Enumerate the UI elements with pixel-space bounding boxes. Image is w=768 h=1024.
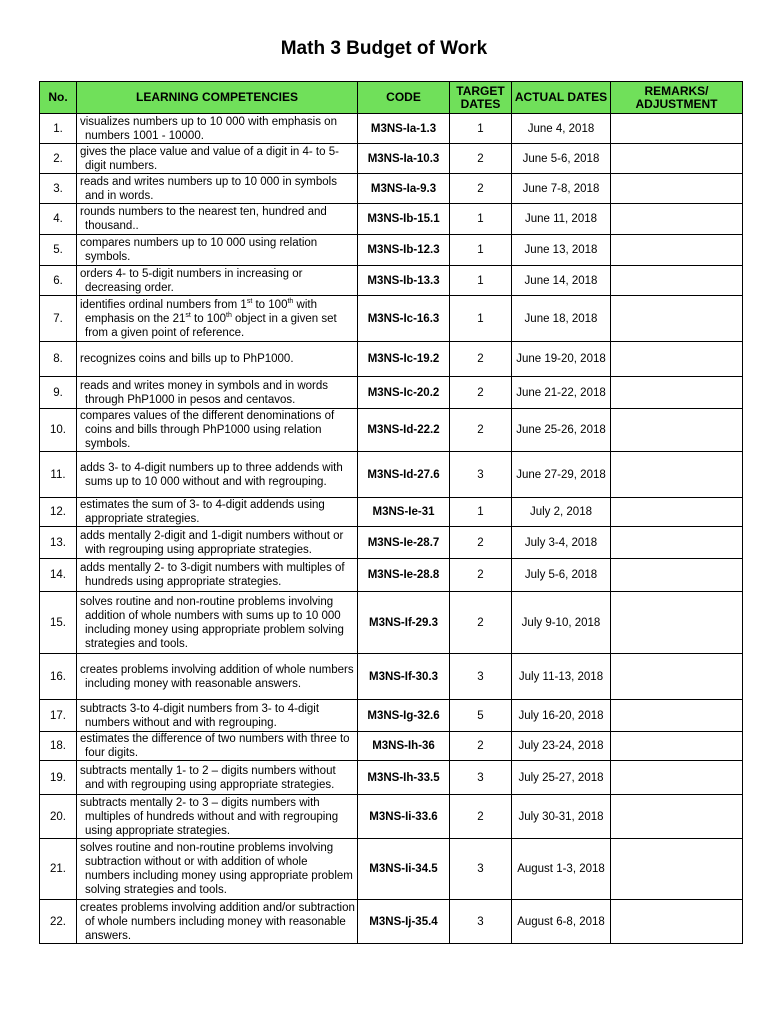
competency-cell xyxy=(77,900,358,944)
competency-text: adds 3- to 4-digit numbers up to three addends with sums up to 10 000 without and with regrouping. xyxy=(80,461,343,488)
header-no: No. xyxy=(40,82,77,114)
table-row xyxy=(40,761,743,795)
code-cell: M3NS-Ii-34.5 xyxy=(358,839,450,900)
remarks-cell xyxy=(611,795,743,839)
table-row xyxy=(40,204,743,235)
code-cell: M3NS-Ih-36 xyxy=(358,732,450,761)
remarks-cell xyxy=(611,342,743,377)
actual-dates-cell: July 3-4, 2018 xyxy=(512,527,611,559)
competency-text: identifies ordinal numbers from 1st to 100th with emphasis on the 21st to 100th object in a given set from a given point of reference. xyxy=(80,297,337,339)
competency-text: reads and writes numbers up to 10 000 in symbols and in words. xyxy=(80,175,337,202)
competency-cell xyxy=(77,114,358,144)
competency-cell xyxy=(77,592,358,654)
target-dates-cell: 2 xyxy=(450,144,512,174)
competency-cell xyxy=(77,654,358,700)
row-number: 3. xyxy=(40,174,77,204)
table-row xyxy=(40,795,743,839)
remarks-cell xyxy=(611,900,743,944)
target-dates-cell: 1 xyxy=(450,498,512,527)
actual-dates-cell: July 2, 2018 xyxy=(512,498,611,527)
row-number: 1. xyxy=(40,114,77,144)
row-number: 7. xyxy=(40,296,77,342)
actual-dates-cell: July 30-31, 2018 xyxy=(512,795,611,839)
table-row xyxy=(40,266,743,296)
row-number: 18. xyxy=(40,732,77,761)
target-dates-cell: 2 xyxy=(450,795,512,839)
row-number: 14. xyxy=(40,559,77,592)
remarks-cell xyxy=(611,266,743,296)
competency-cell xyxy=(77,498,358,527)
competency-cell xyxy=(77,839,358,900)
target-dates-cell: 3 xyxy=(450,654,512,700)
competency-text: estimates the difference of two numbers with three to four digits. xyxy=(80,733,350,759)
competency-cell xyxy=(77,527,358,559)
table-row xyxy=(40,377,743,409)
remarks-cell xyxy=(611,144,743,174)
competency-cell xyxy=(77,795,358,839)
code-cell: M3NS-Ia-10.3 xyxy=(358,144,450,174)
target-dates-cell: 1 xyxy=(450,266,512,296)
remarks-cell xyxy=(611,409,743,452)
target-dates-cell: 2 xyxy=(450,342,512,377)
target-dates-cell: 2 xyxy=(450,409,512,452)
table-row xyxy=(40,592,743,654)
remarks-cell xyxy=(611,732,743,761)
actual-dates-cell: June 18, 2018 xyxy=(512,296,611,342)
header-remarks: REMARKS/ ADJUSTMENT xyxy=(611,82,743,114)
code-cell: M3NS-Ic-20.2 xyxy=(358,377,450,409)
competency-text: solves routine and non-routine problems involving addition of whole numbers with sums up to 10 000 including money using appropriate problem solving strategies and tools. xyxy=(80,595,344,650)
target-dates-cell: 3 xyxy=(450,900,512,944)
row-number: 9. xyxy=(40,377,77,409)
competency-cell xyxy=(77,452,358,498)
competency-cell xyxy=(77,266,358,296)
remarks-cell xyxy=(611,761,743,795)
actual-dates-cell: June 4, 2018 xyxy=(512,114,611,144)
target-dates-cell: 2 xyxy=(450,559,512,592)
header-row xyxy=(40,82,743,114)
remarks-cell xyxy=(611,559,743,592)
competency-text: recognizes coins and bills up to PhP1000. xyxy=(80,353,294,365)
actual-dates-cell: July 9-10, 2018 xyxy=(512,592,611,654)
competency-cell xyxy=(77,559,358,592)
target-dates-cell: 1 xyxy=(450,235,512,266)
code-cell: M3NS-Ih-33.5 xyxy=(358,761,450,795)
code-cell: M3NS-Id-27.6 xyxy=(358,452,450,498)
remarks-cell xyxy=(611,204,743,235)
competency-cell xyxy=(77,204,358,235)
actual-dates-cell: July 16-20, 2018 xyxy=(512,700,611,732)
competency-cell xyxy=(77,700,358,732)
actual-dates-cell: August 6-8, 2018 xyxy=(512,900,611,944)
target-dates-cell: 1 xyxy=(450,296,512,342)
code-cell: M3NS-Ia-1.3 xyxy=(358,114,450,144)
competency-cell xyxy=(77,144,358,174)
code-cell: M3NS-Ib-15.1 xyxy=(358,204,450,235)
table-row xyxy=(40,452,743,498)
remarks-cell xyxy=(611,527,743,559)
target-dates-cell: 2 xyxy=(450,174,512,204)
actual-dates-cell: July 25-27, 2018 xyxy=(512,761,611,795)
code-cell: M3NS-Id-22.2 xyxy=(358,409,450,452)
actual-dates-cell: June 11, 2018 xyxy=(512,204,611,235)
row-number: 2. xyxy=(40,144,77,174)
row-number: 10. xyxy=(40,409,77,452)
table-row xyxy=(40,700,743,732)
target-dates-cell: 2 xyxy=(450,592,512,654)
competency-text: adds mentally 2- to 3-digit numbers with multiples of hundreds using appropriate strategies. xyxy=(80,562,345,588)
header-code: CODE xyxy=(358,82,450,114)
actual-dates-cell: August 1-3, 2018 xyxy=(512,839,611,900)
actual-dates-cell: June 21-22, 2018 xyxy=(512,377,611,409)
competency-text: solves routine and non-routine problems involving subtraction without or with addition of whole numbers including money using appropriate problem solving strategies and tools. xyxy=(80,842,353,896)
code-cell: M3NS-Ic-16.3 xyxy=(358,296,450,342)
row-number: 4. xyxy=(40,204,77,235)
competency-text: gives the place value and value of a digit in 4- to 5-digit numbers. xyxy=(80,145,339,172)
competency-cell xyxy=(77,296,358,342)
code-cell: M3NS-Ie-31 xyxy=(358,498,450,527)
row-number: 6. xyxy=(40,266,77,296)
actual-dates-cell: July 5-6, 2018 xyxy=(512,559,611,592)
target-dates-cell: 3 xyxy=(450,839,512,900)
table-row xyxy=(40,174,743,204)
target-dates-cell: 5 xyxy=(450,700,512,732)
table-row xyxy=(40,527,743,559)
competency-text: subtracts 3-to 4-digit numbers from 3- to 4-digit numbers without and with regrouping. xyxy=(80,702,320,729)
competency-text: creates problems involving addition of whole numbers including money with reasonable answers. xyxy=(80,663,354,690)
actual-dates-cell: June 13, 2018 xyxy=(512,235,611,266)
row-number: 21. xyxy=(40,839,77,900)
competency-text: estimates the sum of 3- to 4-digit addends using appropriate strategies. xyxy=(80,499,325,525)
row-number: 15. xyxy=(40,592,77,654)
code-cell: M3NS-Ie-28.7 xyxy=(358,527,450,559)
competency-text: reads and writes money in symbols and in words through PhP1000 in pesos and centavos. xyxy=(80,379,329,406)
table-row xyxy=(40,144,743,174)
table-row xyxy=(40,839,743,900)
table-row xyxy=(40,114,743,144)
code-cell: M3NS-Ii-33.6 xyxy=(358,795,450,839)
table-row xyxy=(40,654,743,700)
actual-dates-cell: June 19-20, 2018 xyxy=(512,342,611,377)
target-dates-cell: 2 xyxy=(450,732,512,761)
row-number: 12. xyxy=(40,498,77,527)
competency-text: compares numbers up to 10 000 using relation symbols. xyxy=(80,237,318,263)
target-dates-cell: 3 xyxy=(450,452,512,498)
code-cell: M3NS-Ig-32.6 xyxy=(358,700,450,732)
header-actual-dates: ACTUAL DATES xyxy=(512,82,611,114)
competency-text: visualizes numbers up to 10 000 with emphasis on numbers 1001 - 10000. xyxy=(80,115,337,142)
actual-dates-cell: June 25-26, 2018 xyxy=(512,409,611,452)
target-dates-cell: 2 xyxy=(450,377,512,409)
row-number: 8. xyxy=(40,342,77,377)
competency-text: adds mentally 2-digit and 1-digit numbers without or with regrouping using appropriate strategies. xyxy=(80,529,344,556)
code-cell: M3NS-If-30.3 xyxy=(358,654,450,700)
actual-dates-cell: June 14, 2018 xyxy=(512,266,611,296)
code-cell: M3NS-Ib-13.3 xyxy=(358,266,450,296)
remarks-cell xyxy=(611,498,743,527)
competency-text: creates problems involving addition and/or subtraction of whole numbers including money with reasonable answers. xyxy=(80,901,355,942)
table-row xyxy=(40,296,743,342)
actual-dates-cell: June 27-29, 2018 xyxy=(512,452,611,498)
code-cell: M3NS-Ic-19.2 xyxy=(358,342,450,377)
target-dates-cell: 2 xyxy=(450,527,512,559)
remarks-cell xyxy=(611,235,743,266)
competency-cell xyxy=(77,235,358,266)
actual-dates-cell: June 5-6, 2018 xyxy=(512,144,611,174)
table-row xyxy=(40,342,743,377)
remarks-cell xyxy=(611,700,743,732)
actual-dates-cell: July 23-24, 2018 xyxy=(512,732,611,761)
table-row xyxy=(40,409,743,452)
row-number: 11. xyxy=(40,452,77,498)
remarks-cell xyxy=(611,592,743,654)
competency-cell xyxy=(77,761,358,795)
target-dates-cell: 1 xyxy=(450,114,512,144)
page-title: Math 3 Budget of Work xyxy=(280,38,488,59)
header-competencies: LEARNING COMPETENCIES xyxy=(77,82,358,114)
remarks-cell xyxy=(611,654,743,700)
code-cell: M3NS-Ie-28.8 xyxy=(358,559,450,592)
competency-text: rounds numbers to the nearest ten, hundred and thousand.. xyxy=(80,206,327,232)
row-number: 17. xyxy=(40,700,77,732)
remarks-cell xyxy=(611,296,743,342)
actual-dates-cell: June 7-8, 2018 xyxy=(512,174,611,204)
competency-cell xyxy=(77,174,358,204)
competency-cell xyxy=(77,342,358,377)
row-number: 5. xyxy=(40,235,77,266)
competency-text: compares values of the different denominations of coins and bills through PhP1000 using relation symbols. xyxy=(80,410,335,450)
code-cell: M3NS-If-29.3 xyxy=(358,592,450,654)
target-dates-cell: 1 xyxy=(450,204,512,235)
competency-text: subtracts mentally 2- to 3 – digits numbers with multiples of hundreds without and with regrouping using appropriate strategies. xyxy=(80,796,339,837)
table-row xyxy=(40,559,743,592)
table-row xyxy=(40,900,743,944)
row-number: 19. xyxy=(40,761,77,795)
remarks-cell xyxy=(611,452,743,498)
competency-cell xyxy=(77,409,358,452)
remarks-cell xyxy=(611,114,743,144)
code-cell: M3NS-Ia-9.3 xyxy=(358,174,450,204)
code-cell: M3NS-Ib-12.3 xyxy=(358,235,450,266)
row-number: 20. xyxy=(40,795,77,839)
competency-text: subtracts mentally 1- to 2 – digits numbers without and with regrouping using appropriate strategies. xyxy=(80,764,336,791)
table-row xyxy=(40,498,743,527)
target-dates-cell: 3 xyxy=(450,761,512,795)
remarks-cell xyxy=(611,377,743,409)
code-cell: M3NS-Ij-35.4 xyxy=(358,900,450,944)
table-row xyxy=(40,732,743,761)
actual-dates-cell: July 11-13, 2018 xyxy=(512,654,611,700)
remarks-cell xyxy=(611,174,743,204)
competency-text: orders 4- to 5-digit numbers in increasing or decreasing order. xyxy=(80,267,303,294)
competency-cell xyxy=(77,377,358,409)
table-row xyxy=(40,235,743,266)
row-number: 22. xyxy=(40,900,77,944)
remarks-cell xyxy=(611,839,743,900)
row-number: 16. xyxy=(40,654,77,700)
budget-table xyxy=(39,81,743,944)
header-target-dates: TARGET DATES xyxy=(450,82,512,114)
row-number: 13. xyxy=(40,527,77,559)
competency-cell xyxy=(77,732,358,761)
